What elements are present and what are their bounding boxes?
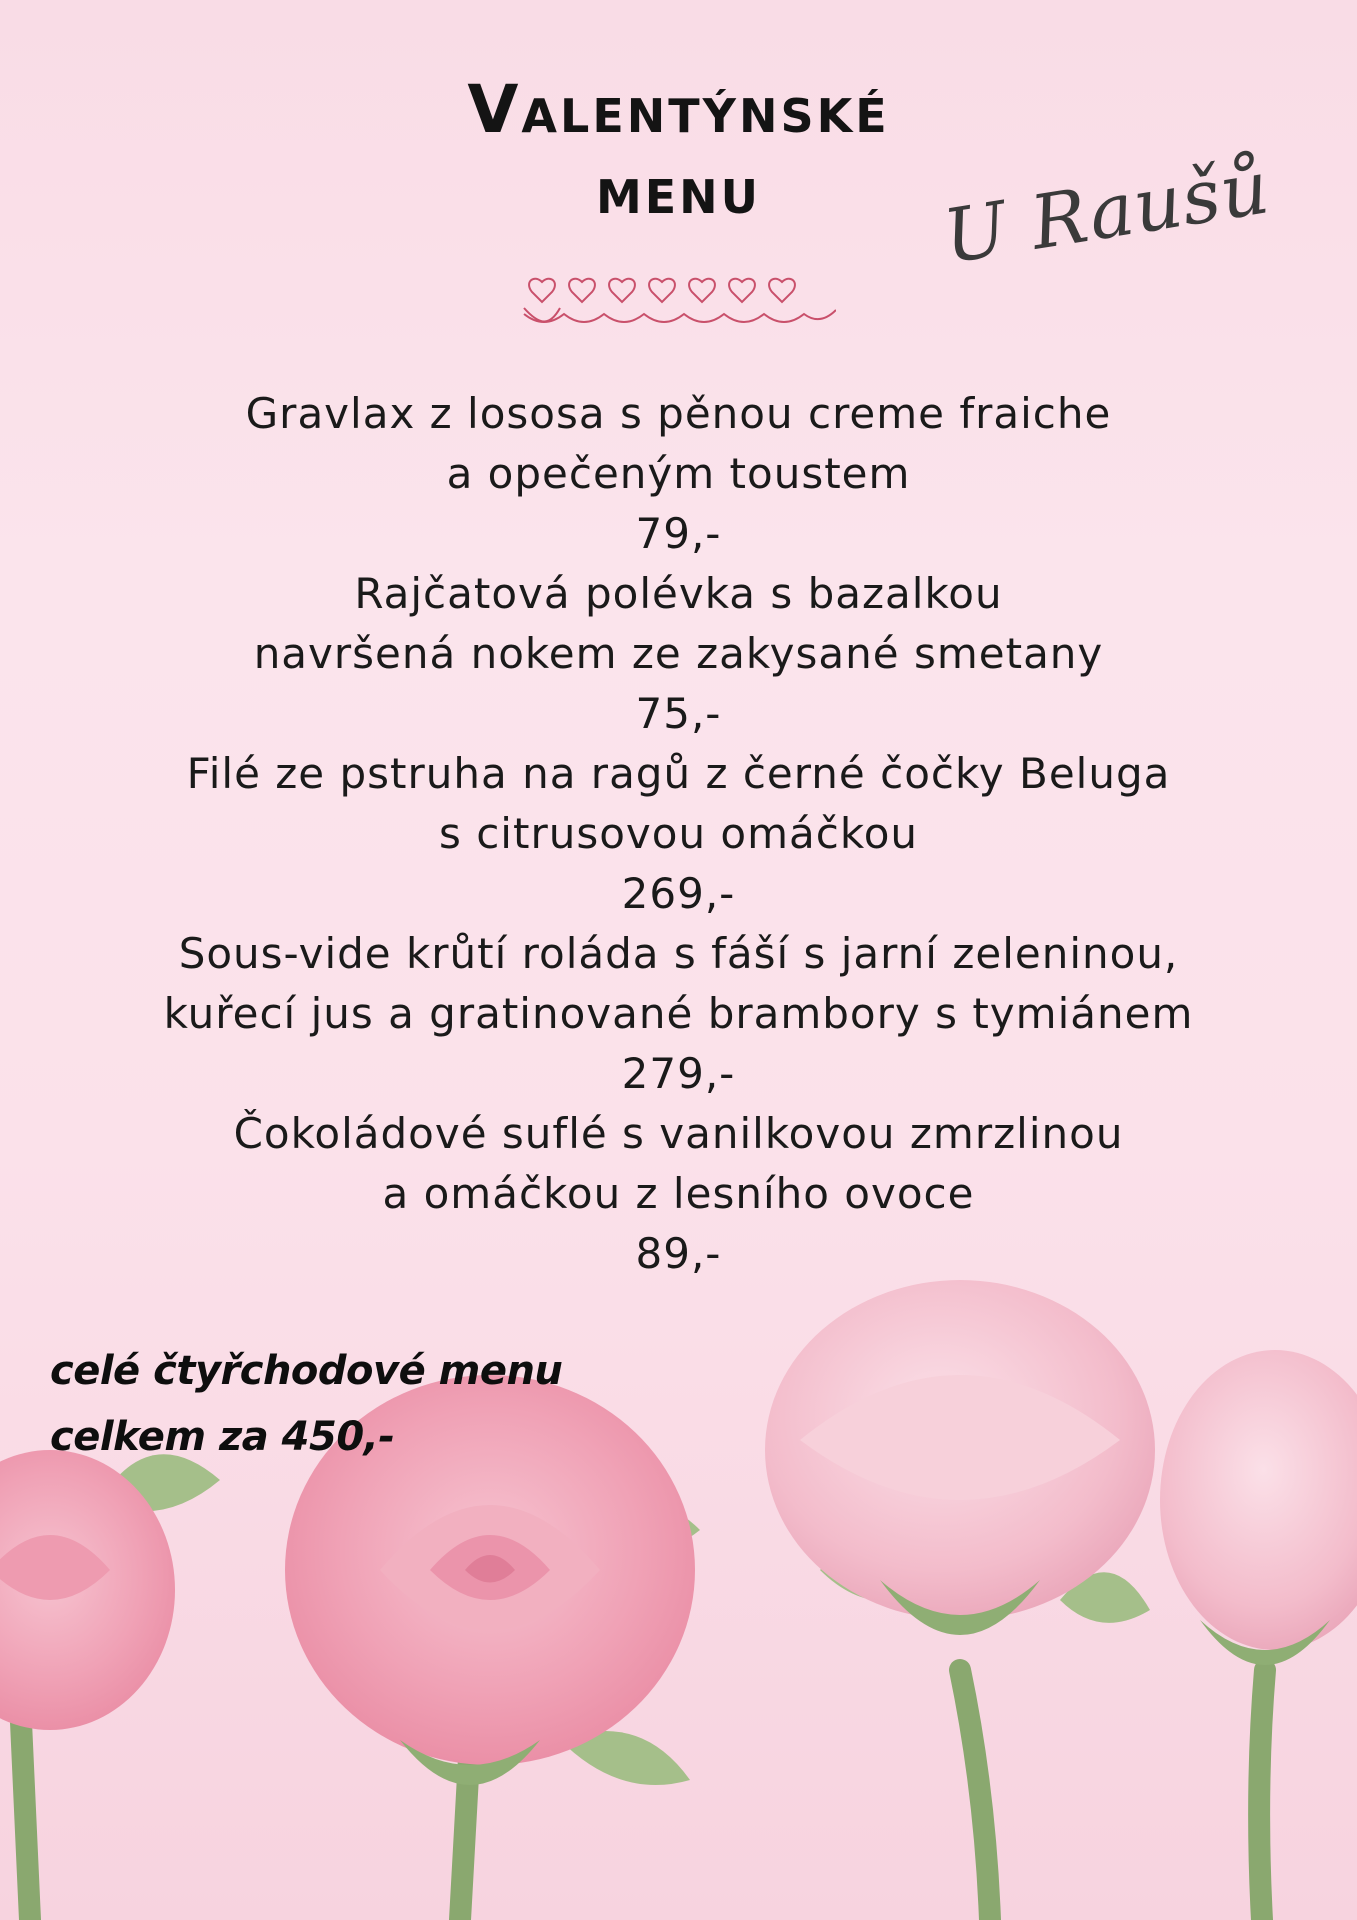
menu-item [0,384,1357,564]
set-menu-offer [50,1338,562,1470]
menu-item-price: 75,- [635,689,722,738]
menu-item [0,564,1357,744]
menu-item-line-2: a opečeným toustem [446,449,911,498]
menu-item-line-2: navršená nokem ze zakysané smetany [253,629,1104,678]
restaurant-signature: U Raušů [938,144,1276,281]
menu-item-price: 89,- [635,1229,722,1278]
menu-item-price: 279,- [621,1049,736,1098]
menu-item-line-1: Rajčatová polévka s bazalkou [354,569,1003,618]
menu-item-line-1: Sous-vide krůtí roláda s fáší s jarní zeleninou, [178,929,1179,978]
menu-item-price: 269,- [621,869,736,918]
menu-item-line-1: Gravlax z lososa s pěnou creme fraiche [245,389,1112,438]
menu-item-price: 79,- [635,509,722,558]
menu-item-line-2: s citrusovou omáčkou [438,809,919,858]
menu-item [0,1104,1357,1284]
menu-list [0,384,1357,1284]
title-line-2: menu [595,151,762,229]
menu-item [0,744,1357,924]
menu-item-line-1: Čokoládové suflé s vanilkovou zmrzlinou [233,1109,1124,1158]
menu-item-line-2: kuřecí jus a gratinované brambory s tymiánem [163,989,1194,1038]
menu-item-line-2: a omáčkou z lesního ovoce [382,1169,975,1218]
hearts-garland-icon [520,268,836,328]
menu-item [0,924,1357,1104]
offer-line-2: celkem za 450,- [50,1414,395,1460]
menu-item-line-1: Filé ze pstruha na ragů z černé čočky Beluga [186,749,1171,798]
offer-line-1: celé čtyřchodové menu [50,1348,563,1394]
title-line-1: Valentýnské [467,71,890,148]
